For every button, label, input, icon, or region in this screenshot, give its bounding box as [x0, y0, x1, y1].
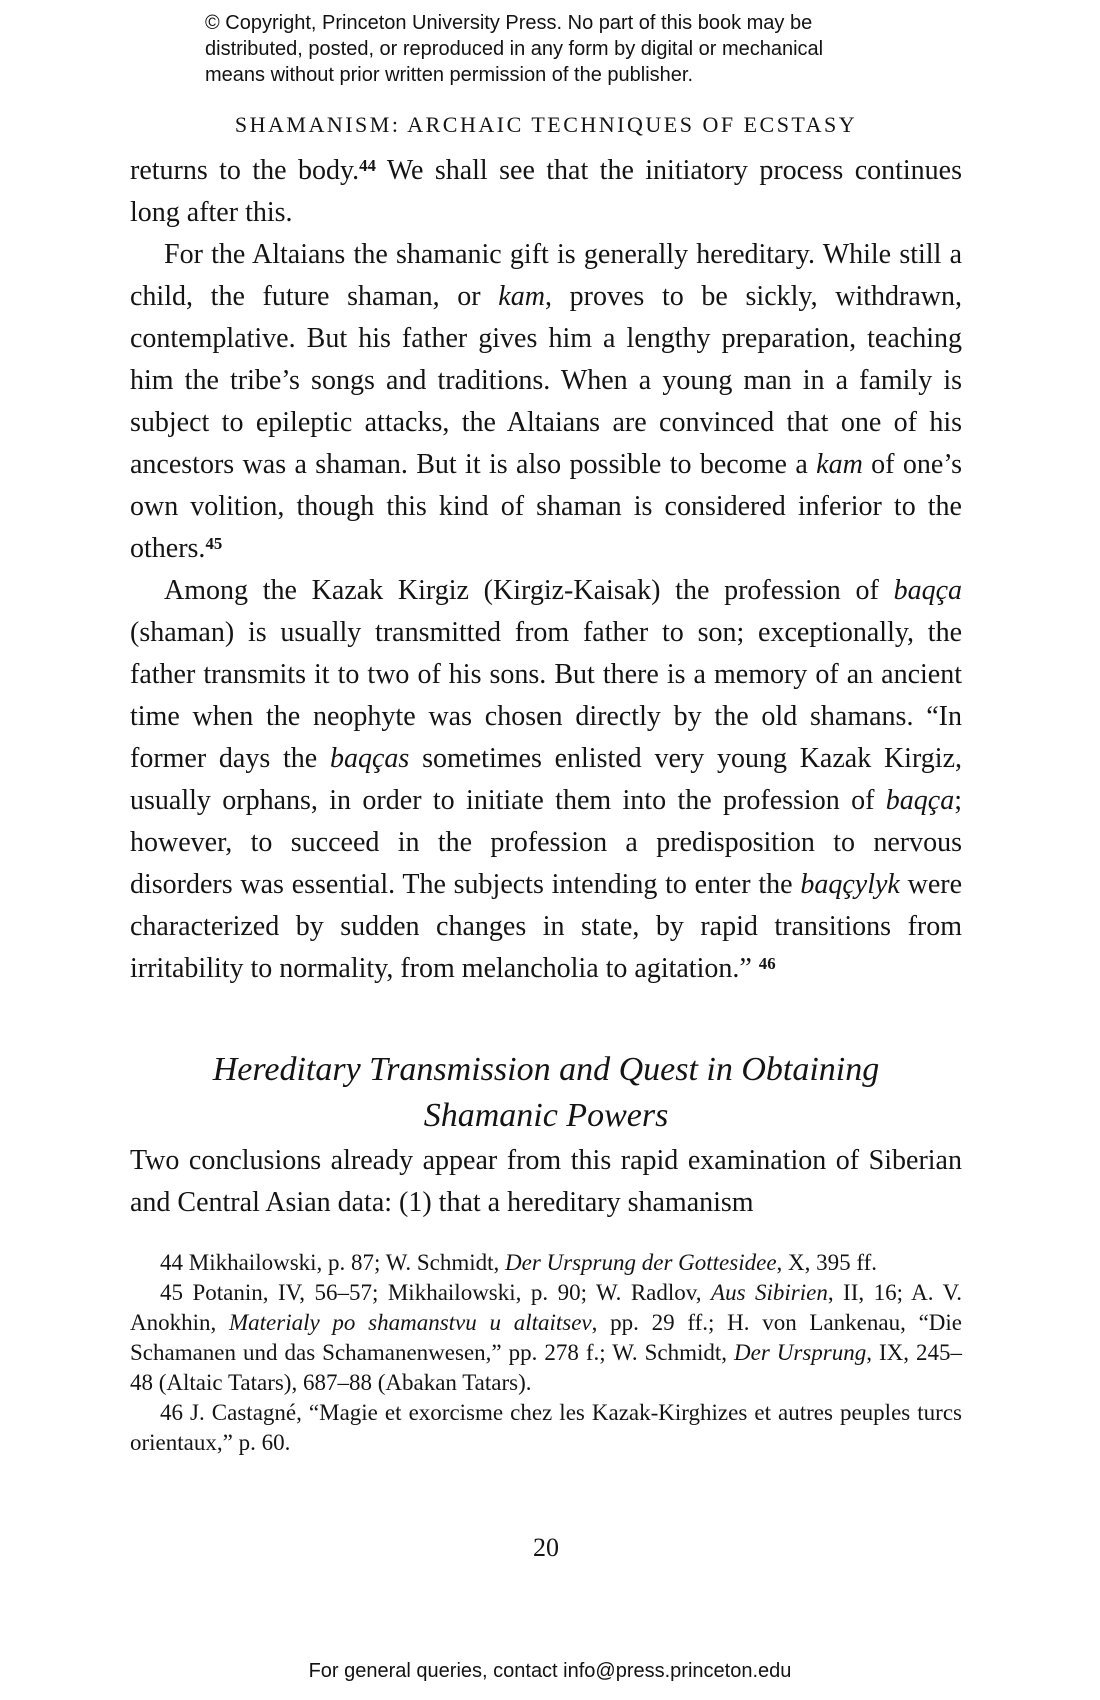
copyright-line: © Copyright, Princeton University Press. No part of this book may be — [205, 12, 813, 34]
copyright-line: distributed, posted, or reproduced in any form by digital or mechanical — [205, 38, 824, 60]
body-text-continued — [130, 1140, 962, 1224]
section-heading — [130, 1047, 962, 1139]
running-head: SHAMANISM: ARCHAIC TECHNIQUES OF ECSTASY — [234, 112, 858, 137]
body-text — [130, 150, 962, 990]
paragraph: Among the Kazak Kirgiz (Kirgiz-Kaisak) the profession of baqça (shaman) is usually transmitted from father to son; exceptionally, the father transmits it to two of his sons. But there is a memory of an ancient time when the neophyte was chosen directly by the old shamans. “In former days the baqças sometimes enlisted very young Kazak Kirgiz, usually orphans, in order to initiate them into the profession of baqça; however, to succeed in the profession a predisposition to nervous disorders was essential. The subjects intending to enter the baqçylyk were characterized by sudden changes in state, by rapid transitions from irritability to normality, from melancholia to agitation.” $^{46}$ — [130, 575, 962, 984]
page-number: 20 — [533, 1533, 559, 1562]
footnote-45: 45 Potanin, IV, 56–57; Mikhailowski, p. 90; W. Radlov, Aus Sibirien, II, 16; A. V. Anokhin, Materialy po shamanstvu u altaitsev, pp. 29 ff.; H. von Lankenau, “Die Schamanen und das Schamanenwesen,” pp. 278 f.; W. Schmidt, Der Ursprung, IX, 245–48 (Altaic Tatars), 687–88 (Abakan Tatars). — [130, 1280, 962, 1395]
footnote-46: 46 J. Castagné, “Magie et exorcisme chez les Kazak-Kirghizes et autres peuples turcs orientaux,” p. 60. — [130, 1400, 962, 1455]
copyright-line: means without prior written permission of the publisher. — [205, 64, 694, 86]
footer-contact-line: For general queries, contact info@press.princeton.edu — [308, 1660, 792, 1682]
paragraph: For the Altaians the shamanic gift is generally hereditary. While still a child, the future shaman, or kam, proves to be sickly, withdrawn, contemplative. But his father gives him a lengthy preparation, teaching him the tribe’s songs and traditions. When a young man in a family is subject to epileptic attacks, the Altaians are convinced that one of his ancestors was a shaman. But it is also possible to become a kam of one’s own volition, though this kind of shaman is considered inferior to the others.$^{45}$ — [130, 239, 963, 564]
paragraph: Two conclusions already appear from this rapid examination of Siberian and Central Asian data: (1) that a hereditary shamanism — [130, 1145, 962, 1218]
section-heading-line: Shamanic Powers — [423, 1097, 669, 1134]
copyright-notice — [205, 10, 823, 88]
section-heading-line: Hereditary Transmission and Quest in Obtaining — [212, 1051, 880, 1088]
paragraph: returns to the body.$^{44}$ We shall see that the initiatory process continues long after this. — [130, 155, 963, 228]
footnotes — [130, 1248, 962, 1458]
footnote-44: 44 Mikhailowski, p. 87; W. Schmidt, Der Ursprung der Gottesidee, X, 395 ff. — [160, 1250, 878, 1275]
